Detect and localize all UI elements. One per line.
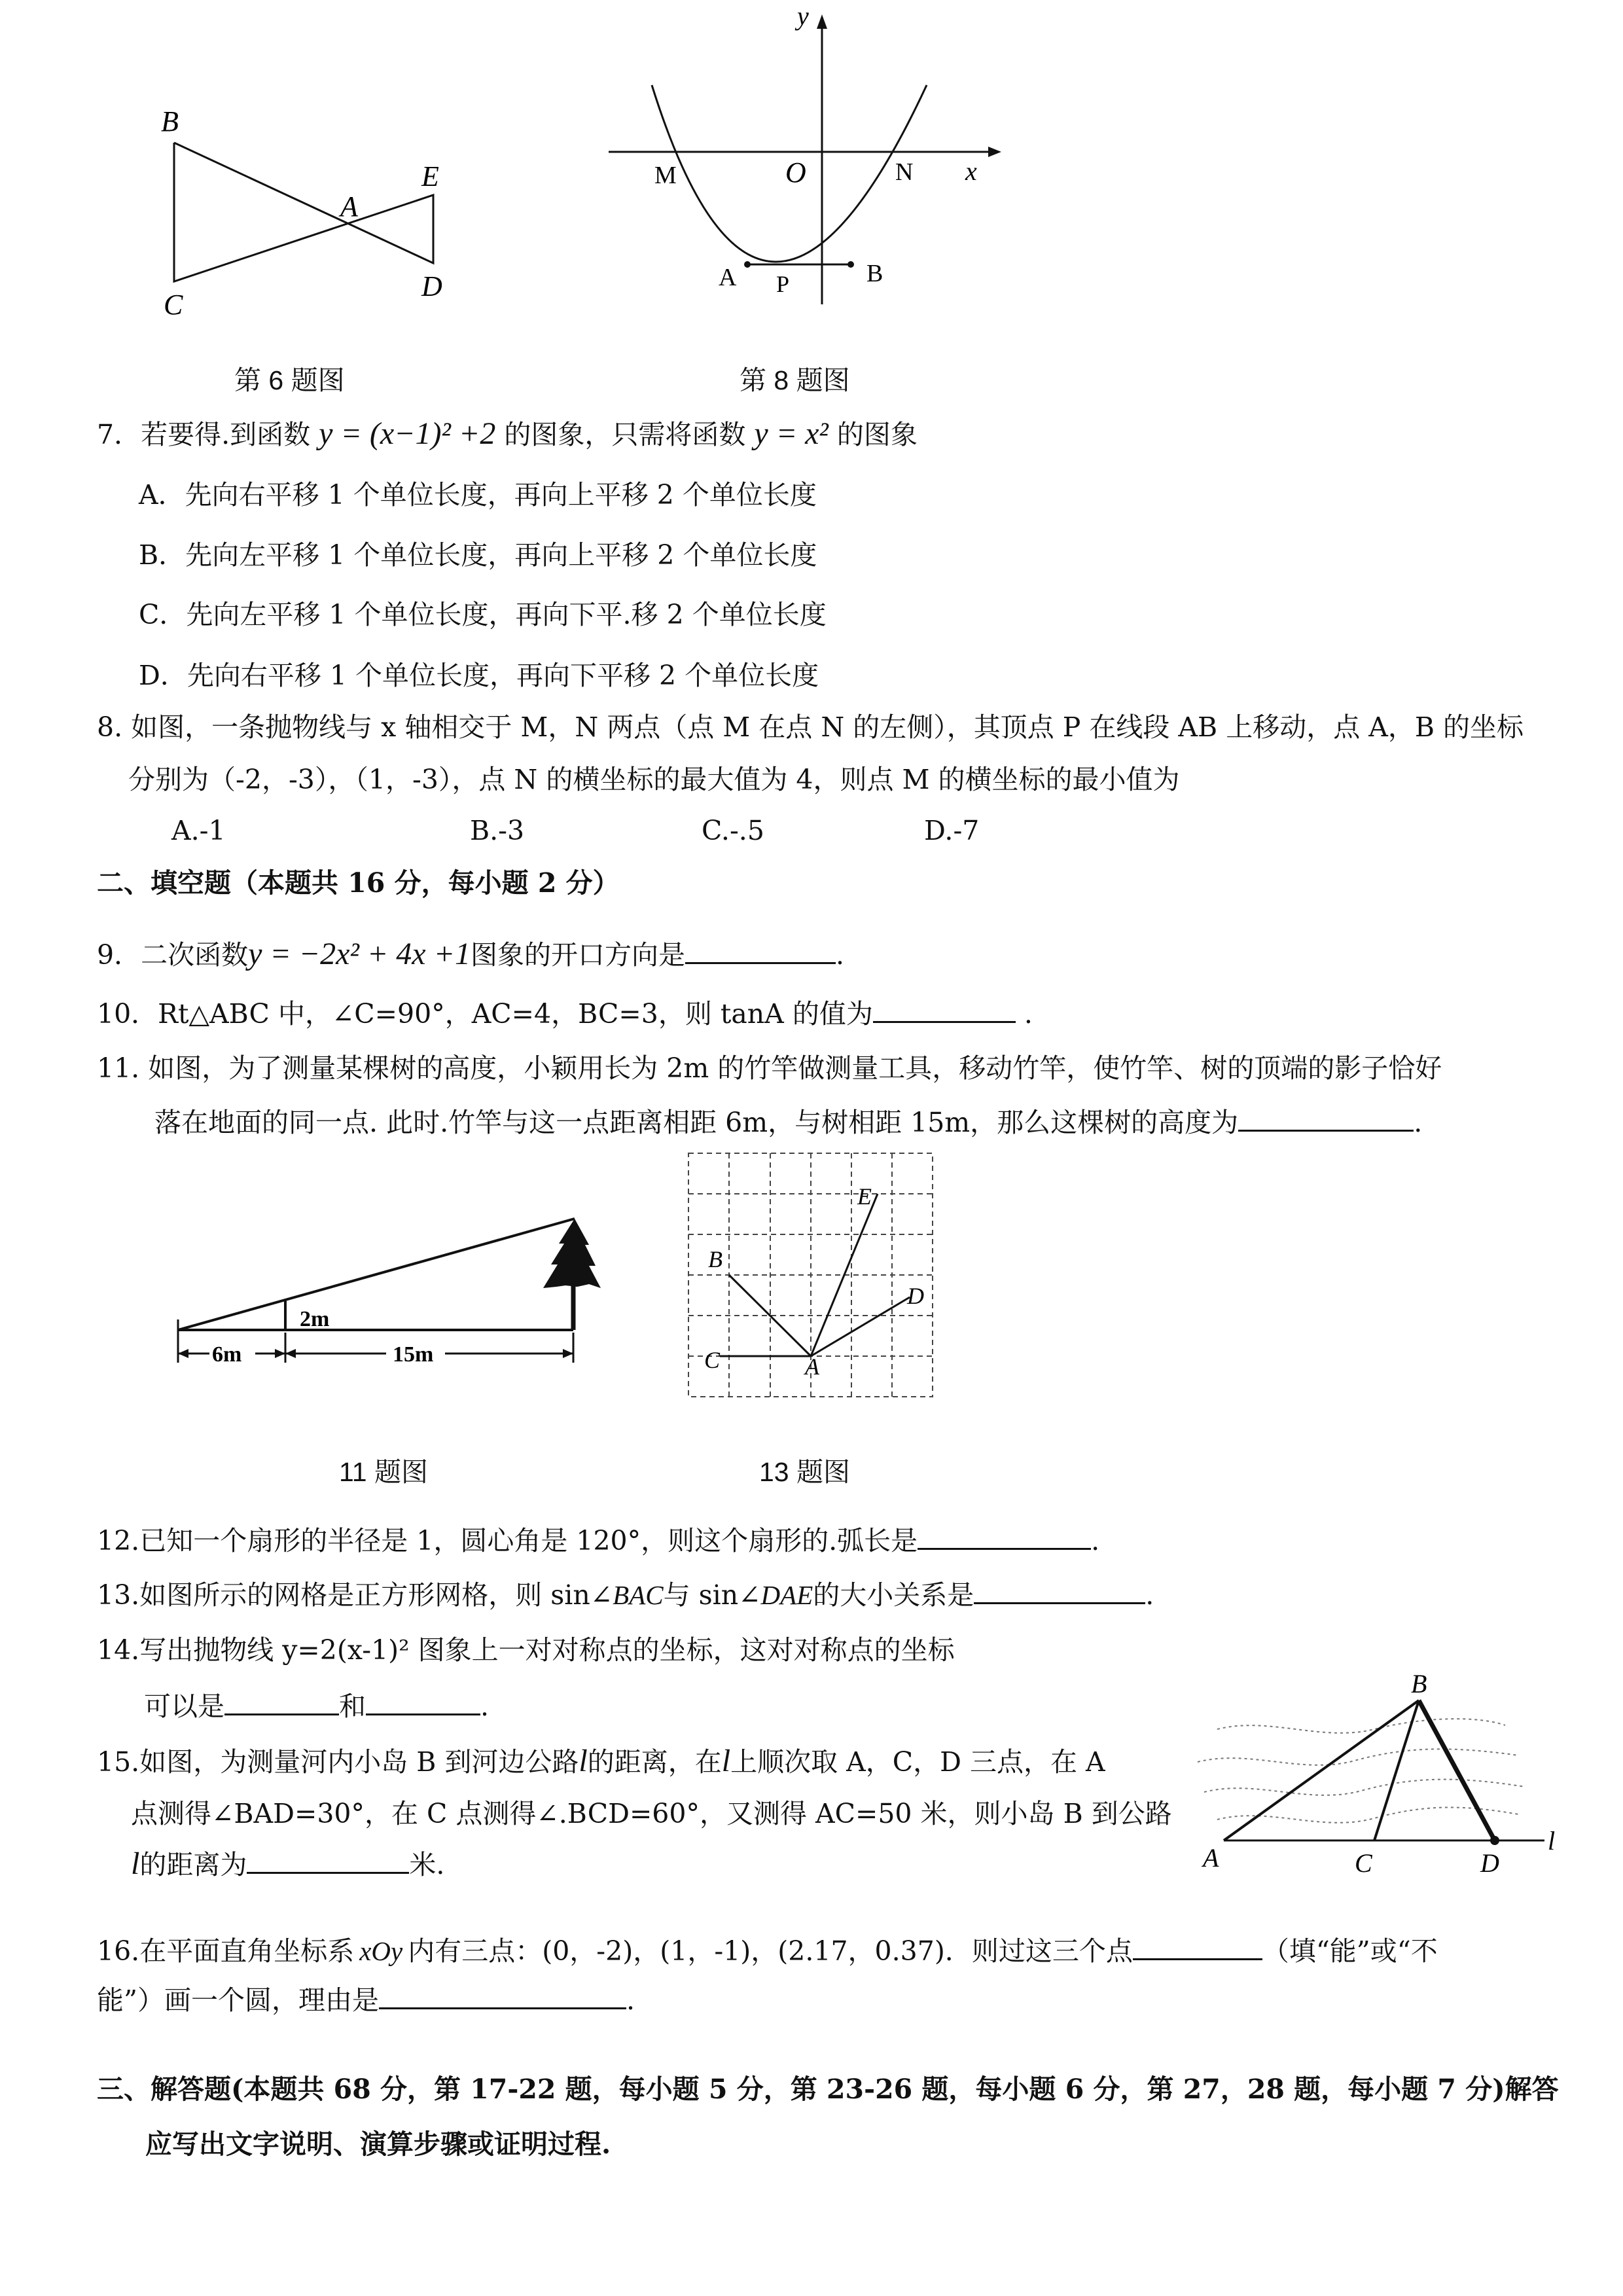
fig13-label-a: A [805,1354,819,1380]
fig8-label-m: M [654,162,677,189]
q7-end: 的图象 [836,419,918,450]
fig8-caption: 第 8 题图 [740,365,850,395]
q13 [97,1576,1154,1612]
fig15-label-l: l [1548,1826,1556,1856]
figure-15-river [1191,1669,1558,1878]
q8-line-1: 8. 如图，一条抛物线与 x 轴相交于 M，N 两点（点 M 在点 N 的左侧），其顶点 P 在线段 AB 上移动，点 A，B 的坐标 [97,711,1524,743]
fig6-label-d: D [421,270,442,302]
q15-line-1a: 15.如图，为测量河内小岛 B 到河边公路 [97,1746,579,1778]
q15-line-3b: 米. [409,1849,445,1880]
fig15-label-a: A [1203,1843,1219,1873]
q12-end: . [1091,1525,1100,1556]
fig15-label-d: D [1480,1848,1499,1878]
section-3-heading-line-2: 应写出文字说明、演算步骤或证明过程. [145,2128,611,2160]
fig13-label-d: D [907,1283,924,1309]
fig15-label-b: B [1411,1669,1427,1698]
q13-answer-blank[interactable] [974,1576,1145,1604]
q14-answer-blank-2[interactable] [366,1687,480,1715]
q14-answer-blank-1[interactable] [224,1687,339,1715]
q9-post: 图象的开口方向是 [470,939,685,971]
q14-line-1: 14.写出抛物线 y=2(x-1)² 图象上一对对称点的坐标，这对对称点的坐标 [97,1634,955,1666]
fig11-caption: 11 题图 [339,1457,428,1487]
fig11-label-pole: 2m [300,1307,330,1331]
q8-option-b: B.-3 [470,815,525,846]
fig11-label-left: 6m [212,1342,242,1367]
q14-pre: 可以是 [144,1691,224,1722]
fig8-label-o: O [785,156,806,188]
q13-post: 的大小关系是 [813,1579,974,1611]
q13-bac: BAC [613,1580,664,1610]
q14-line-2 [144,1687,489,1723]
q11-end: . [1414,1107,1423,1138]
q8-option-a: A.-1 [171,815,226,846]
q9-answer-blank[interactable] [685,936,836,964]
section-3-heading-line-1: 三、解答题(本题共 68 分，第 17-22 题，每小题 5 分，第 23-26 题，每小题 6 分，第 27，28 题，每小题 7 分)解答 [97,2073,1559,2105]
fig6-label-a: A [340,190,358,223]
q16-xoy: xOy [359,1936,403,1966]
q15-line-1 [97,1744,1105,1779]
q15-line-1c: 上顺次取 A，C，D 三点，在 A [730,1746,1105,1778]
q9-formula: y = −2x² + 4x +1 [248,937,471,971]
q7-option-b: B．先向左平移 1 个单位长度，再向上平移 2 个单位长度 [139,539,817,571]
q15-line-3 [131,1846,444,1882]
fig6-caption: 第 6 题图 [234,365,345,395]
q13-mid: 与 sin∠ [663,1579,761,1611]
figure-8-parabola [602,0,1021,327]
q13-end: . [1145,1579,1154,1611]
q7-formula-2: y = x² [754,416,829,451]
q10-end: . [1024,998,1033,1030]
q16-pre: 16.在平面直角坐标系 [97,1935,355,1967]
q15-line-2: 点测得∠BAD=30°，在 C 点测得∠.BCD=60°，又测得 AC=50 米，则小岛 B 到公路 [131,1798,1172,1829]
fig8-label-a: A [719,264,737,291]
q16-mid: 内有三点：(0，-2)，(1，-1)，(2.17，0.37)．则过这三个点 [408,1935,1133,1967]
q7-option-d: D．先向右平移 1 个单位长度，再向下平移 2 个单位长度 [139,660,819,691]
q12-answer-blank[interactable] [918,1522,1091,1550]
q8-option-c: C.-.5 [702,815,764,846]
q12-text: 12.已知一个扇形的半径是 1，圆心角是 120°，则这个扇形的.弧长是 [97,1525,918,1556]
fig6-label-b: B [161,105,179,137]
q10-text: 10．Rt△ABC 中，∠C=90°，AC=4，BC=3，则 tanA 的值为 [97,998,873,1030]
figure-6-diagram [151,105,491,340]
q7-option-c: C．先向左平移 1 个单位长度，再向下平.移 2 个单位长度 [139,599,827,630]
q16-line-1 [97,1932,1438,1968]
q10-answer-blank[interactable] [873,995,1016,1023]
q8-option-d: D.-7 [924,815,980,846]
q15-l-2: l [721,1744,731,1778]
fig11-label-right: 15m [393,1342,434,1367]
q16-answer-blank-2[interactable] [379,1981,626,2009]
q14-end: . [480,1691,490,1722]
q7-option-a: A．先向右平移 1 个单位长度，再向上平移 2 个单位长度 [139,479,817,511]
fig6-label-c: C [164,289,183,321]
q13-dae: DAE [760,1580,813,1610]
q7-mid: 的图象，只需将函数 [504,419,746,450]
section-2-heading: 二、填空题（本题共 16 分，每小题 2 分） [97,867,620,899]
q16-end: . [626,1984,635,2016]
q7-formula-1: y = (x−1)² +2 [319,416,496,451]
q11-line-1: 11. 如图，为了测量某棵树的高度，小颖用长为 2m 的竹竿做测量工具，移动竹竿，使竹竿、树的顶端的影子恰好 [97,1052,1442,1084]
q13-pre: 13.如图所示的网格是正方形网格，则 sin∠ [97,1579,613,1611]
q16-tail: （填“能”或“不 [1262,1935,1438,1967]
fig6-label-e: E [421,160,439,192]
q11-line-2-text: 落在地面的同一点. 此时.竹竿与这一点距离相距 6m，与树相距 15m，那么这棵树的高度为 [154,1107,1239,1138]
q15-line-1b: 的距离，在 [587,1746,722,1778]
q7-stem [97,417,918,452]
q16-line-2-pre: 能”）画一个圆，理由是 [97,1984,379,2016]
fig8-label-n: N [895,158,914,186]
fig13-caption: 13 题图 [759,1457,850,1487]
fig13-label-e: E [857,1183,872,1210]
q11-answer-blank[interactable] [1238,1103,1414,1132]
q14-and: 和 [339,1691,366,1722]
figure-13-grid [681,1145,969,1407]
q9 [97,936,844,972]
fig15-label-c: C [1355,1848,1372,1878]
q15-l-3: l [131,1846,140,1881]
fig8-label-x: x [965,156,977,186]
q7-num: 7．若要得.到函数 [97,419,311,450]
q16-line-2 [97,1981,635,2017]
q16-answer-blank-1[interactable] [1133,1932,1262,1960]
q15-answer-blank[interactable] [247,1846,409,1874]
q10 [97,995,1033,1031]
q9-end: . [835,939,845,971]
q15-l-1: l [579,1744,588,1778]
q9-pre: 9．二次函数 [97,939,249,971]
q15-line-3a: 的距离为 [139,1849,247,1880]
fig8-label-y: y [797,1,809,31]
figure-11-tree-shadow [164,1204,622,1401]
q8-line-2: 分别为（-2，-3），（1，-3），点 N 的横坐标的最大值为 4，则点 M 的横坐标的最小值为 [128,764,1180,795]
q12 [97,1522,1099,1558]
fig13-label-c: C [704,1347,721,1373]
fig8-label-b: B [866,260,883,287]
fig13-label-b: B [708,1246,722,1272]
q11-line-2 [154,1103,1422,1139]
fig8-label-p: P [776,271,790,297]
